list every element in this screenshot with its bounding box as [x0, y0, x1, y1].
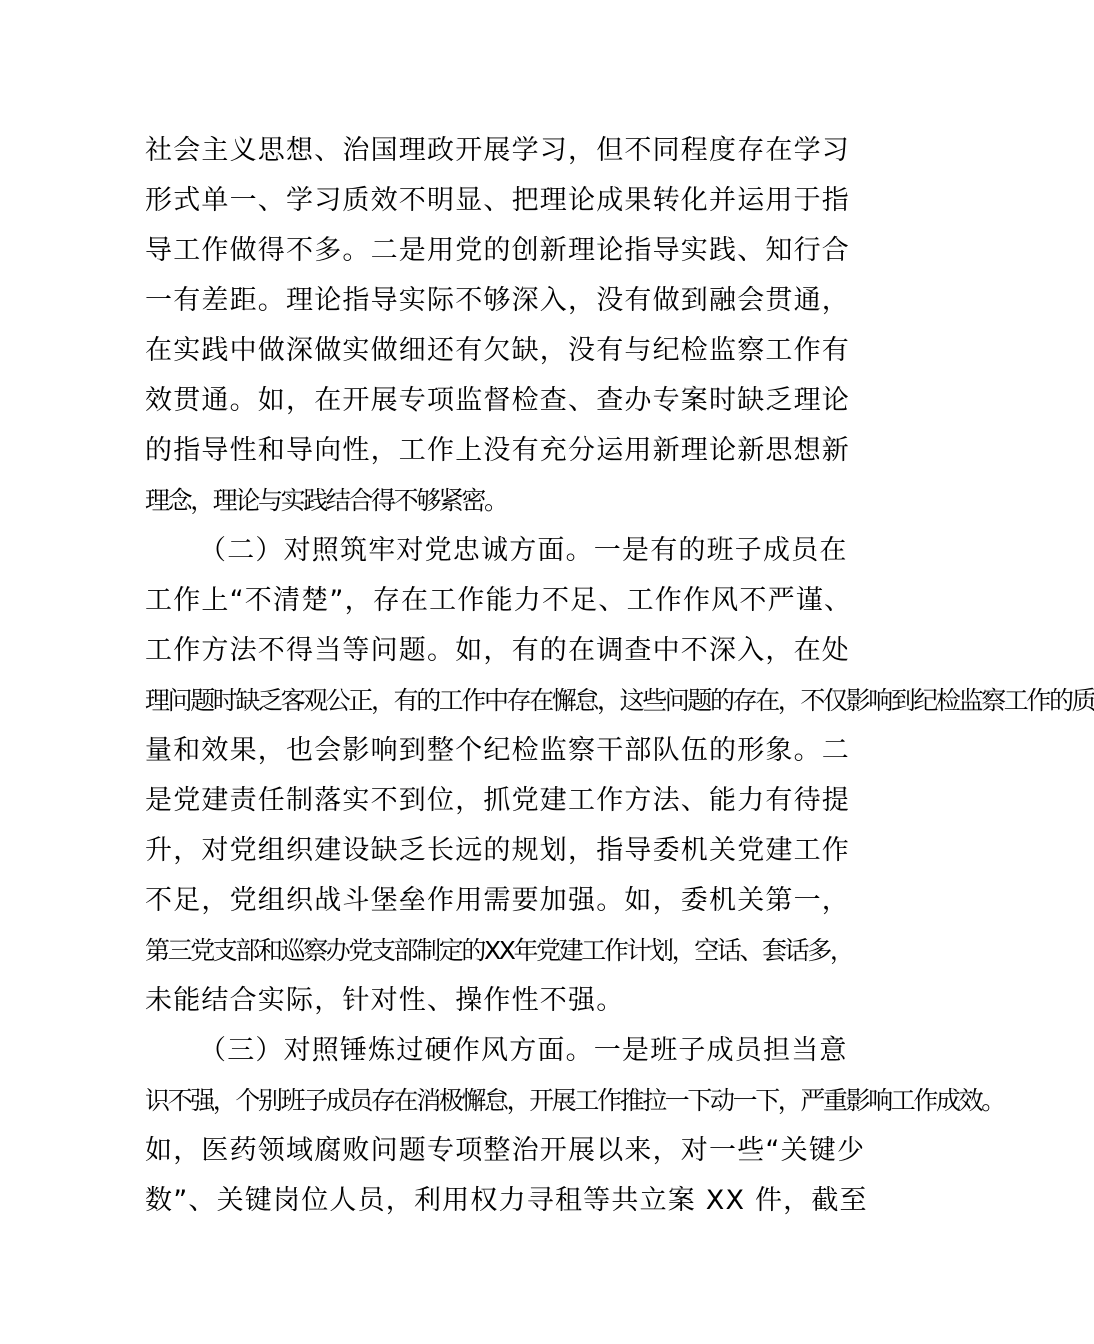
text-line: 一有差距。理论指导实际不够深入，没有做到融会贯通，	[145, 285, 850, 316]
text-line: 数”、关键岗位人员，利用权力寻租等共立案 XX 件，截至	[145, 1185, 868, 1216]
text-line: 量和效果，也会影响到整个纪检监察干部队伍的形象。二	[145, 735, 850, 766]
section-heading-line: （三）对照锤炼过硬作风方面。一是班子成员担当意	[199, 1035, 848, 1066]
text-line: 形式单一、学习质效不明显、把理论成果转化并运用于指	[145, 185, 850, 216]
text-line: 是党建责任制落实不到位，抓党建工作方法、能力有待提	[145, 785, 850, 816]
text-line: 理念，理论与实践结合得不够紧密。	[145, 486, 507, 515]
text-line: 如，医药领域腐败问题专项整治开展以来，对一些“关键少	[145, 1135, 866, 1166]
text-line: 识不强，个别班子成员存在消极懈怠，开展工作推拉一下动一下，严重影响工作成效。	[145, 1086, 1004, 1115]
body-text	[145, 126, 1094, 1226]
text-line: 社会主义思想、治国理政开展学习，但不同程度存在学习	[145, 135, 850, 166]
text-line: 的指导性和导向性，工作上没有充分运用新理论新思想新	[145, 435, 850, 466]
text-line: 在实践中做深做实做细还有欠缺，没有与纪检监察工作有	[145, 335, 850, 366]
text-line: 升，对党组织建设缺乏长远的规划，指导委机关党建工作	[145, 835, 850, 866]
text-line: 效贯通。如，在开展专项监督检查、查办专案时缺乏理论	[145, 385, 850, 416]
text-line: 工作方法不得当等问题。如，有的在调查中不深入，在处	[145, 635, 850, 666]
text-line: 第三党支部和巡察办党支部制定的XX年党建工作计划，空话、套话多，	[145, 936, 853, 965]
text-line: 未能结合实际，针对性、操作性不强。	[145, 985, 625, 1016]
text-line: 导工作做得不多。二是用党的创新理论指导实践、知行合	[145, 235, 850, 266]
text-line: 不足，党组织战斗堡垒作用需要加强。如，委机关第一，	[145, 885, 850, 916]
text-line: 工作上“不清楚”，存在工作能力不足、工作作风不严谨、	[145, 585, 853, 616]
section-heading-line: （二）对照筑牢对党忠诚方面。一是有的班子成员在	[199, 535, 848, 566]
text-line: 理问题时缺乏客观公正，有的工作中存在懈怠，这些问题的存在，不仅影响到纪检监察工作的质	[145, 686, 1094, 715]
